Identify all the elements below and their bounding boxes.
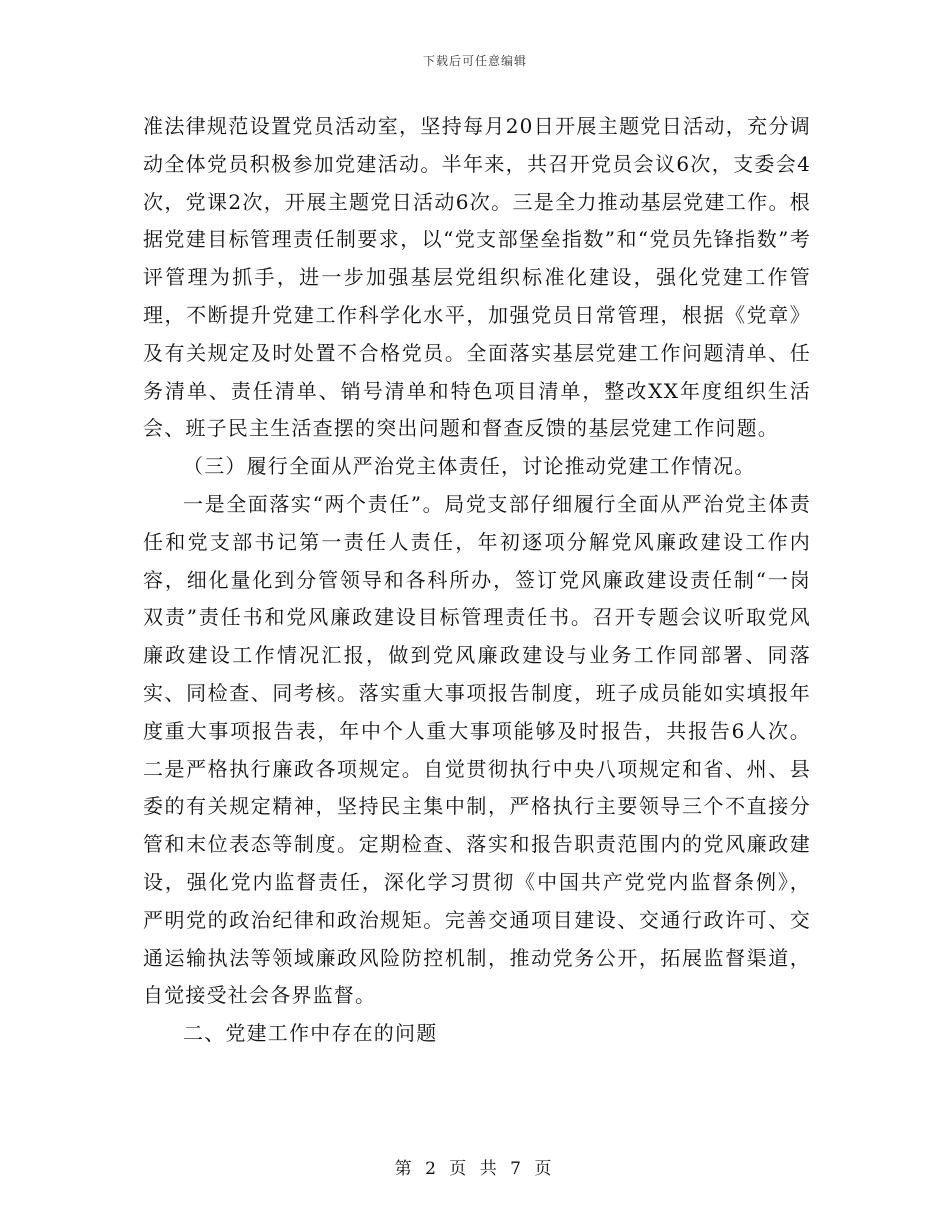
paragraph-party-building-activities: 准法律规范设置党员活动室，坚持每月20日开展主题党日活动，充分调动全体党员积极参加党建活动。半年来，共召开党员会议6次，支委会4次，党课2次，开展主题党日活动6次。三是全力推动基层党建工作。根据党建目标管理责任制要求，以“党支部堡垒指数”和“党员先锋指数”考评管理为抓手，进一步加强基层党组织标准化建设，强化党建工作管理，不断提升党建工作科学化水平，加强党员日常管理，根据《党章》及有关规定及时处置不合格党员。全面落实基层党建工作问题清单、任务清单、责任清单、销号清单和特色项目清单，整改XX年度组织生活会、班子民主生活查摆的突出问题和督查反馈的基层党建工作问题。 <box>143 114 811 441</box>
page-number: 第 2 页 共 7 页 <box>394 1159 556 1179</box>
section-heading-problems: 二、党建工作中存在的问题 <box>183 1021 438 1046</box>
document-body <box>143 108 811 1053</box>
paragraph-two-responsibilities: 一是全面落实“两个责任”。局党支部仔细履行全面从严治党主体责任和党支部书记第一责任人责任，年初逐项分解党风廉政建设工作内容，细化量化到分管领导和各科所办，签订党风廉政建设责任制“一岗双责”责任书和党风廉政建设目标管理责任书。召开专题会议听取党风廉政建设工作情况汇报，做到党风廉政建设与业务工作同部署、同落实、同检查、同考核。落实重大事项报告制度，班子成员能如实填报年度重大事项报告表，年中个人重大事项能够及时报告，共报告6人次。二是严格执行廉政各项规定。自觉贯彻执行中央八项规定和省、州、县委的有关规定精神，坚持民主集中制，严格执行主要领导三个不直接分管和末位表态等制度。定期检查、落实和报告职责范围内的党风廉政建设，强化党内监督责任，深化学习贯彻《中国共产党党内监督条例》，严明党的政治纪律和政治规矩。完善交通项目建设、交通行政许可、交通运输执法等领域廉政风险防控机制，推动党务公开，拓展监督渠道，自觉接受社会各界监督。 <box>143 491 811 1008</box>
page-header-note: 下载后可任意编辑 <box>422 54 527 68</box>
section-heading-three: （三）履行全面从严治党主体责任，讨论推动党建工作情况。 <box>183 454 756 479</box>
